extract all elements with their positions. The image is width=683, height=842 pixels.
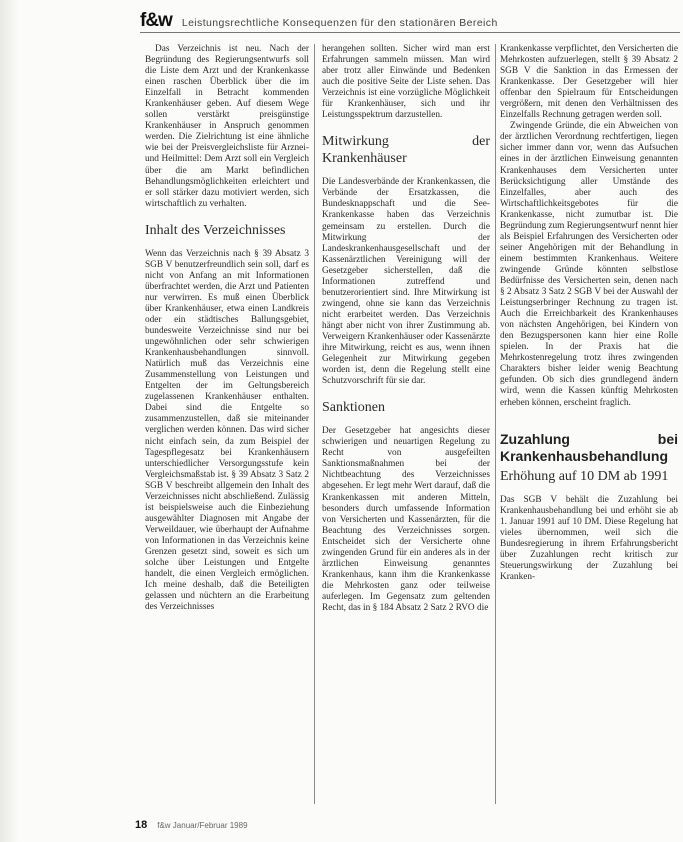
section-heading-mitwirkung: Mitwirkung der Krankenhäuser: [322, 134, 490, 167]
column-2-body-sanktionen: Der Gesetzgeber hat angesichts dieser schwierigen und neuartigen Regelung zu Recht von ausgefeilten Sanktionsmaßnahmen bei der Nichtbeachtung des Verzeichnisses abgesehen. Er legt mehr Wert darauf, daß die Krankenkassen mit anderen Mitteln, besonders durch umfassende Information von Versicherten und Kassenärzten, für die Beachtung des Verzeichnisses sorgen. Entscheidet sich der Versicherte ohne zwingenden Grund für ein anderes als in der ärztlichen Einweisung genanntes Krankenhaus, kann ihm die Krankenkasse die Mehrkosten ganz oder teilweise auferlegen. Im Gegensatz zum geltenden Recht, das in § 184 Absatz 2 Satz 2 RVO die: [322, 426, 490, 613]
running-title: Leistungsrechtliche Konsequenzen für den stationären Bereich: [181, 17, 498, 29]
page-header: [140, 6, 680, 33]
column-3: [500, 44, 678, 583]
column-3-body-zuzahlung: Das SGB V behält die Zuzahlung bei Krankenhausbehandlung bei und erhöht sie ab 1. Januar 1991 auf 10 DM. Diese Regelung hat vieles übernommen, weil sich die Bundesregierung in ihrem Erfahrungsbericht über Zuzahlungen recht kritisch zur Steuerungswirkung der Zuzahlung bei Kranken-: [500, 494, 678, 582]
column-1-body: Wenn das Verzeichnis nach § 39 Absatz 3 SGB V benutzerfreundlich sein soll, darf es nicht von Anfang an mit Informationen überfrachtet werden, die Arzt und Patienten nur verwirren. Es muß einen Überblick über Krankenhäuser, etwa einen Landkreis oder ein städtisches Ballungsgebiet, bundesweite Verzeichnisse sind nur bei ungewöhnlichen oder sehr schwierigen Krankenhausbehandlungen sinnvoll. Natürlich muß das Verzeichnis eine Zusammenstellung von Leistungen und Entgelten der im Geltungsbereich zugelassenen Krankenhäuser enthalten. Dabei sind die Entgelte so zusammenzustellen, daß sie miteinander verglichen werden können. Das wird sicher nicht einfach sein, da zum Beispiel der Tagespflegesatz bei Krankenhäusern unterschiedlicher Versorgungsstufe kein Vergleichsmaßstab ist. § 39 Absatz 3 Satz 2 SGB V beschreibt allgemein den Inhalt des Verzeichnisses nicht abschließend. Zulässig ist beispielsweise auch die Einbeziehung ausgewählter Diagnosen mit Angabe der Verweildauer, wie überhaupt der Aufnahme von Informationen in das Verzeichnis keine Grenzen gesetzt sind, soweit es sich um solche über Leistungen und Entgelte handelt, die einen Vergleich ermöglichen. Ich meine deshalb, daß die Beteiligten gelassen und nüchtern an die Erarbeitung des Verzeichnisses: [145, 248, 309, 613]
footer-journal-issue: f&w Januar/Februar 1989: [157, 820, 248, 830]
page-edge-shadow: [0, 0, 18, 842]
section-heading-inhalt: Inhalt des Verzeichnisses: [145, 222, 286, 238]
column-1: [145, 44, 309, 613]
column-2-body-mitwirkung: Die Landesverbände der Krankenkassen, die Verbände der Ersatzkassen, die Bundesknappschaft und die See-Krankenkasse haben das Verzeichnis gemeinsam zu erstellen. Durch die Mitwirkung der Landeskrankenhausgesellschaft und der Kassenärztlichen Vereinigung will der Gesetzgeber sicherstellen, daß die Informationen zutreffend und benutzerorientiert sind. Ihre Mitwirkung ist zwingend, ohne sie kann das Verzeichnis nicht erarbeitet werden. Das Verzeichnis hängt aber nicht von ihrer Zustimmung ab. Verweigern Krankenhäuser oder Kassenärzte ihre Mitwirkung, reicht es aus, wenn ihnen Gelegenheit zur Mitwirkung gegeben worden ist, denn die Regelung stellt eine Schutzvorschrift für sie dar.: [322, 177, 490, 387]
page-number: 18: [135, 819, 148, 831]
column-3-intro: Krankenkasse verpflichtet, den Versicherten die Mehrkosten aufzuerlegen, stellt § 39 Absatz 2 SGB V die Sanktion in das Ermessen der Krankenkasse. Der Gesetzgeber will hier offenbar den Spielraum für Entscheidungen vergrößern, mit denen den Verhältnissen des Einzelfalls Rechnung getragen werden soll.: [500, 44, 678, 121]
section-heading-zuzahlung: Zuzahlung bei Krankenhausbehandlung: [500, 430, 678, 464]
column-divider: [314, 44, 315, 804]
journal-logo: f&w: [140, 10, 172, 31]
page-footer: [135, 818, 435, 832]
column-1-intro: Das Verzeichnis ist neu. Nach der Begründung des Regierungsentwurfs soll die Liste dem Arzt und der Krankenkasse einen raschen Überblick über die im Einzelfall in Betracht kommenden Krankenhäuser geben. Auf diesem Wege sollen verstärkt preisgünstige Krankenhäuser in Anspruch genommen werden. Die Zielrichtung ist eine ähnliche wie bei der Preisvergleichsliste für Arznei- und Heilmittel: Dem Arzt soll ein Vergleich über die am Markt befindlichen Behandlungsmöglichkeiten erleichtert und er soll stärker dazu motiviert werden, sich wirtschaftlich zu verhalten.: [145, 44, 309, 209]
section-heading-sanktionen: Sanktionen: [322, 400, 385, 416]
column-3-body: Zwingende Gründe, die ein Abweichen von der ärztlichen Verordnung rechtfertigen, liegen sicher immer dann vor, wenn das Aufsuchen eines in der ärztlichen Einweisung genannten Krankenhauses dem Versicherten unter Berücksichtigung aller Umstände des Einzelfalles, aber auch des Wirtschaftlichkeitsgebotes für die Krankenkasse, nicht zumutbar ist. Die Begründung zum Regierungsentwurf nennt hier als Beispiel Erfahrungen des Versicherten oder seiner Angehörigen mit der Behandlung in einem bestimmten Krankenhaus. Weitere zwingende Gründe könnten selbstlose Bedürfnisse des Versicherten sein, denen nach § 2 Absatz 3 Satz 2 SGB V bei der Auswahl der Leistungserbringer Rechnung zu tragen ist. Auch die Erreichbarkeit des Krankenhauses von nächsten Angehörigen, bei Kindern von den Bezugspersonen kann hier eine Rolle spielen. In der Praxis hat die Mehrkostenregelung trotz ihres zwingenden Charakters bisher leider wenig Beachtung gefunden. Ob sich dies grundlegend ändern wird, wenn die Kassen künftig Mehrkosten erheben können, erscheint fraglich.: [500, 121, 678, 408]
column-2-intro: herangehen sollten. Sicher wird man erst Erfahrungen sammeln müssen. Man wird aber trotz aller Einwände und Bedenken auch die positive Seite der Liste sehen. Das Verzeichnis ist eine vorzügliche Möglichkeit für Krankenhäuser, sich und ihr Leistungsspektrum darzustellen.: [322, 44, 490, 121]
section-subheading-erhoehung: Erhöhung auf 10 DM ab 1991: [500, 468, 669, 484]
column-2: [322, 44, 490, 614]
column-divider: [495, 44, 496, 804]
